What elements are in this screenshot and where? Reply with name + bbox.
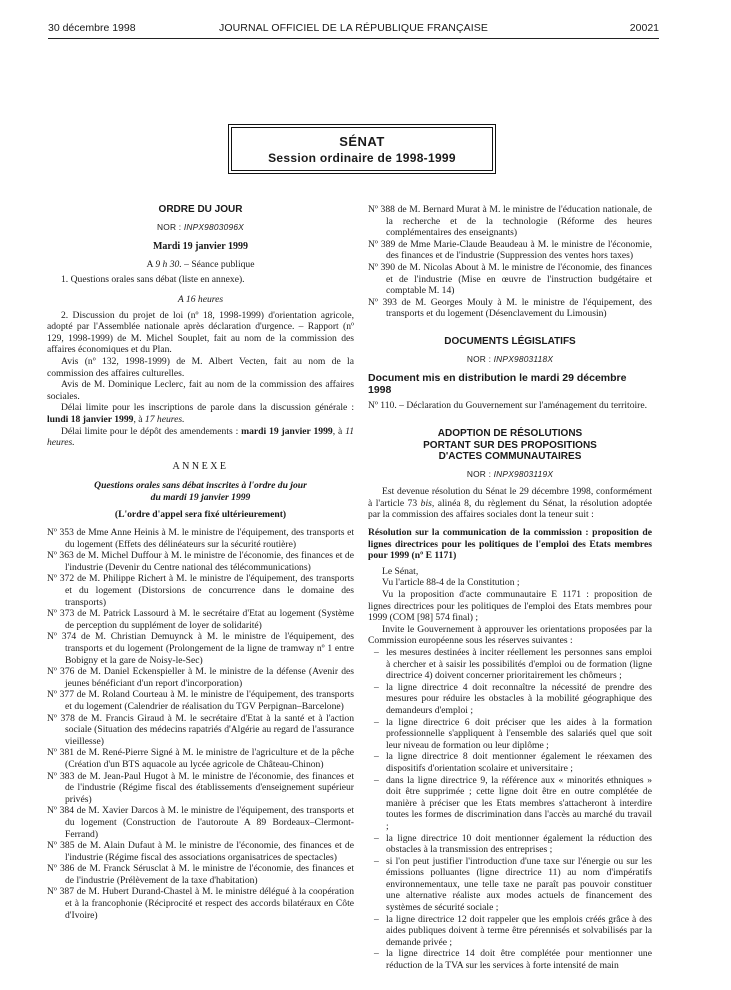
ordre-appel-note: (L'ordre d'appel sera fixé ultérieurement) (114, 509, 287, 521)
seance-publique-line: A 9 h 30. – Séance publique (146, 258, 255, 270)
question-item: Nº 389 de Mme Marie-Claude Beaudeau à M. le ministre de l'économie, des finances et de l'industrie (Suppression des ventes hors taxes) (368, 238, 652, 262)
question-item: Nº 385 de M. Alain Dufaut à M. le ministre de l'économie, des finances et de l'industrie (Régime fiscal des associations organisatrices de spectacles) (47, 840, 354, 863)
reserve-item: – dans la ligne directrice 9, la référence aux « minorités ethniques » doit être supprimée ; cette ligne doit être en outre complétée de manière à préciser que les Etats membres s'attacheront à interdire toutes les formes de discrimination dans l'accès au marché du travail ; (368, 775, 652, 833)
question-item: Nº 384 de M. Xavier Darcos à M. le ministre de l'équipement, des transports et du logement (Construction de l'autoroute A 89 Bordeaux–Clermont-Ferrand) (47, 805, 354, 840)
distribution-title: Document mis en distribution le mardi 29 décembre 1998 (368, 372, 627, 396)
right-question-list (368, 204, 652, 320)
header-date: 30 décembre 1998 (48, 22, 136, 34)
adoption-heading: ADOPTION DE RÉSOLUTIONS PORTANT SUR DES PROPOSITIONS D'ACTES COMMUNAUTAIRES (423, 427, 597, 463)
vu-constitution: Vu l'article 88-4 de la Constitution ; (382, 577, 520, 589)
reserve-item: – la ligne directrice 14 doit être complétée pour mentionner une réduction de la TVA sur les services à forte intensité de main (368, 948, 652, 971)
annexe-heading: ANNEXE (172, 460, 229, 472)
question-item: Nº 386 de M. Franck Sérusclat à M. le ministre de l'économie, des finances et de l'industrie (Prélèvement de la taxe d'habitation) (47, 863, 354, 886)
delai-amendements: Délai limite pour le dépôt des amendements : mardi 19 janvier 1999, à 11 heures. (47, 425, 354, 449)
senat-title-box (231, 127, 493, 171)
question-item: Nº 393 de M. Georges Mouly à M. le ministre de l'équipement, des transports et du logement (Désenclavement du Limousin) (368, 296, 652, 320)
question-item: Nº 376 de M. Daniel Eckenspieller à M. le ministre de la défense (Avenir des jeunes bénéficiant d'un report d'incorporation) (47, 666, 354, 689)
left-question-list (47, 527, 354, 921)
a16-heures: A 16 heures (177, 293, 224, 305)
reserve-item: – la ligne directrice 10 doit mentionner également la réduction des obstacles à la transmission des entreprises ; (368, 833, 652, 856)
resolution-title: Résolution sur la communication de la commission : proposition de lignes directrices pour les politiques de l'emploi des Etats membres pour 1999 (nº E 1171) (368, 527, 652, 562)
left-column (47, 204, 354, 921)
header-page-number: 20021 (629, 22, 659, 34)
question-item: Nº 374 de M. Christian Demuynck à M. le ministre de l'équipement, des transports et du logement (Prolongement de la ligne de tramway nº 1 entre Bobigny et la gare de Noisy-le-Sec) (47, 631, 354, 666)
invite-gouvernement: Invite le Gouvernement à approuver les orientations proposées par la Commission européenne sous les réserves suivantes : (368, 623, 652, 647)
agenda-item-1: 1. Questions orales sans débat (liste en annexe). (61, 274, 245, 286)
documents-legislatifs-heading: DOCUMENTS LÉGISLATIFS (444, 335, 576, 347)
vu-proposition: Vu la proposition d'acte communautaire E 1171 : proposition de lignes directrices pour les politiques de l'emploi des Etats membres pour 1999 (COM [98] 574 final) ; (368, 589, 652, 624)
question-item: Nº 388 de M. Bernard Murat à M. le ministre de l'éducation nationale, de la recherche et de la technologie (Réforme des heures complémentaires des enseignants) (368, 204, 652, 239)
session-date: Mardi 19 janvier 1999 (152, 241, 249, 253)
right-column (368, 204, 652, 972)
question-item: Nº 373 de M. Patrick Lassourd à M. le secrétaire d'Etat au logement (Système de perception du supplément de loyer de solidarité) (47, 608, 354, 631)
adoption-text: Est devenue résolution du Sénat le 29 décembre 1998, conformément à l'article 73 bis, alinéa 8, du règlement du Sénat, la résolution adoptée par la commission des affaires sociales dont la teneur suit : (368, 486, 652, 521)
delai-inscriptions: Délai limite pour les inscriptions de parole dans la discussion générale : lundi 18 janvier 1999, à 17 heures. (47, 402, 354, 425)
page-header (48, 22, 659, 38)
reserves-list (368, 647, 652, 972)
reserve-item: – la ligne directrice 12 doit rappeler que les emplois créés grâce à des aides publiques doivent à terme être pérennisés et solvabilisés par la demande privée ; (368, 914, 652, 949)
docs-nor: NOR : INPX9803118X (466, 353, 554, 364)
question-item: Nº 363 de M. Michel Duffour à M. le ministre de l'économie, des finances et de l'industrie (Devenir du Centre national des télécommunications) (47, 550, 354, 573)
le-senat: Le Sénat, (382, 565, 419, 577)
ordre-du-jour-heading: ORDRE DU JOUR (158, 204, 243, 215)
senat-title: SÉNAT (339, 134, 385, 149)
reserve-item: – les mesures destinées à inciter réellement les personnes sans emploi à chercher et à saisir les possibilités d'emploi ou de formation (ligne directrice 4) doivent concerner prioritairement les chômeurs ; (368, 647, 652, 682)
question-item: Nº 377 de M. Roland Courteau à M. le ministre de l'équipement, des transports et du logement (Calendrier de réalisation du TGV Perpignan–Barcelone) (47, 689, 354, 712)
question-item: Nº 390 de M. Nicolas About à M. le ministre de l'économie, des finances et de l'industrie (Mise en œuvre de l'instruction budgétaire et comptable M. 14) (368, 261, 652, 297)
adoption-nor: NOR : INPX9803119X (466, 468, 554, 479)
distribution-item: Nº 110. – Déclaration du Gouvernement sur l'aménagement du territoire. (368, 400, 648, 412)
reserve-item: – la ligne directrice 6 doit préciser que les aides à la formation professionnelle s'appliquent à l'ensemble des salariés quel que soit leur niveau de formation ou leur diplôme ; (368, 717, 652, 752)
question-item: Nº 387 de M. Hubert Durand-Chastel à M. le ministre délégué à la coopération et à la francophonie (Réciprocité et respect des accords bilatéraux en Côte d'Ivoire) (47, 886, 354, 921)
question-item: Nº 381 de M. René-Pierre Signé à M. le ministre de l'agriculture et de la pêche (Création d'un BTS aquacole au lycée agricole de Château-Chinon) (47, 747, 354, 770)
question-item: Nº 383 de M. Jean-Paul Hugot à M. le ministre de l'économie, des finances et de l'industrie (Régime fiscal des établissements d'enseignement supérieur privés) (47, 770, 354, 805)
agenda-item-2: 2. Discussion du projet de loi (nº 18, 1998-1999) d'orientation agricole, adopté par l'Assemblée nationale après déclaration d'urgence. – Rapport (nº 129, 1998-1999) de M. Michel Souplet, fait au nom de la commission des affaires économiques et du Plan. (47, 309, 354, 356)
question-item: Nº 372 de M. Philippe Richert à M. le ministre de l'équipement, des transports et du logement (Distorsions de concurrence dans le domaine des transports) (47, 573, 354, 608)
reserve-item: – la ligne directrice 4 doit reconnaître la nécessité de prendre des mesures pour réduire les obstacles à la mobilité géographique des demandeurs d'emploi ; (368, 682, 652, 717)
reserve-item: – la ligne directrice 8 doit mentionner également le réexamen des dispositifs d'orientation scolaire et universitaire ; (368, 751, 652, 774)
header-rule (48, 38, 659, 39)
session-title: Session ordinaire de 1998-1999 (268, 151, 456, 165)
avis-vecten: Avis (nº 132, 1998-1999) de M. Albert Vecten, fait au nom de la commission des affaires culturelles. (47, 355, 354, 379)
question-item: Nº 378 de M. Francis Giraud à M. le secrétaire d'Etat à la santé et à l'action sociale (Situation des médecins rapatriés d'Algérie au regard de l'assurance vieillesse) (47, 712, 354, 747)
questions-title: Questions orales sans débat inscrites à l'ordre du jour du mardi 19 janvier 1999 (94, 480, 307, 503)
question-item: Nº 353 de Mme Anne Heinis à M. le ministre de l'équipement, des transports et du logement (Effets des délinéateurs sur la sécurité routière) (47, 527, 354, 550)
reserve-item: – si l'on peut justifier l'introduction d'une taxe sur l'énergie ou sur les émissions polluantes (ligne directrice 11) au nom d'impératifs environnementaux, une telle taxe ne paraît pas pouvoir constituer une alternative réaliste aux modes actuels de financement des systèmes de sécurité sociale ; (368, 856, 652, 914)
ordre-nor: NOR : INPX9803096X (157, 221, 244, 232)
avis-leclerc: Avis de M. Dominique Leclerc, fait au nom de la commission des affaires sociales. (47, 379, 354, 402)
header-journal-title: JOURNAL OFFICIEL DE LA RÉPUBLIQUE FRANÇAISE (219, 22, 488, 34)
